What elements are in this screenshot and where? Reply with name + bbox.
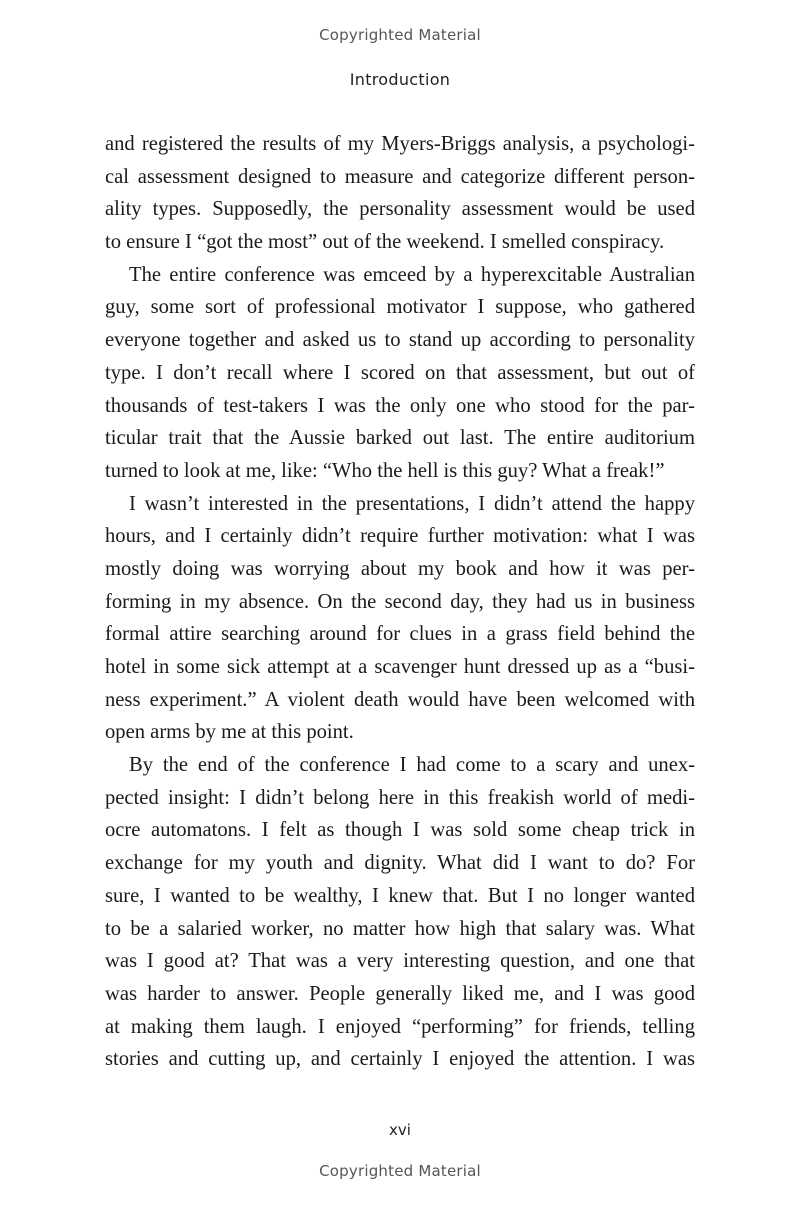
copyright-watermark-top: Copyrighted Material — [319, 26, 481, 44]
text-line: thousands of test-takers I was the only one who stood for the par- — [105, 394, 695, 417]
page-number: xvi — [389, 1121, 411, 1139]
text-line: to be a salaried worker, no matter how high that salary was. What — [105, 917, 695, 940]
text-line: ality types. Supposedly, the personality assessment would be used — [105, 198, 695, 221]
text-line: The entire conference was emceed by a hyperexcitable Australian — [129, 263, 695, 286]
text-line: hours, and I certainly didn’t require further motivation: what I was — [105, 525, 695, 548]
text-line: ocre automatons. I felt as though I was sold some cheap trick in — [105, 819, 695, 842]
running-head: Introduction — [349, 70, 451, 89]
text-line: was I good at? That was a very interesting question, and one that — [105, 950, 695, 973]
text-line: ticular trait that the Aussie barked out last. The entire auditorium — [105, 427, 695, 450]
text-line: guy, some sort of professional motivator I suppose, who gathered — [105, 296, 695, 319]
text-line: hotel in some sick attempt at a scavenger hunt dressed up as a “busi- — [105, 656, 695, 678]
text-line: pected insight: I didn’t belong here in this freakish world of medi- — [105, 786, 695, 809]
text-line: exchange for my youth and dignity. What did I want to do? For — [105, 852, 695, 875]
text-line: to ensure I “got the most” out of the weekend. I smelled conspiracy. — [105, 231, 665, 254]
copyright-watermark-bottom: Copyrighted Material — [319, 1162, 481, 1180]
text-line: ness experiment.” A violent death would have been welcomed with — [105, 688, 695, 711]
text-line: sure, I wanted to be wealthy, I knew that. But I no longer wanted — [105, 884, 695, 907]
text-line: stories and cutting up, and certainly I enjoyed the attention. I was — [105, 1048, 695, 1071]
text-line: By the end of the conference I had come to a scary and unex- — [129, 754, 695, 777]
text-line: everyone together and asked us to stand up according to personality — [105, 329, 695, 352]
text-line: formal attire searching around for clues in a grass field behind the — [105, 623, 695, 646]
text-line: forming in my absence. On the second day, they had us in business — [105, 590, 695, 613]
text-line: at making them laugh. I enjoyed “performing” for friends, telling — [105, 1015, 695, 1038]
text-line: I wasn’t interested in the presentations, I didn’t attend the happy — [129, 492, 695, 515]
text-line: and registered the results of my Myers-Briggs analysis, a psychologi- — [105, 133, 695, 155]
text-line: was harder to answer. People generally liked me, and I was good — [105, 982, 695, 1005]
text-line: open arms by me at this point. — [105, 721, 354, 744]
body-text — [105, 128, 695, 1076]
text-line: type. I don’t recall where I scored on that assessment, but out of — [105, 361, 695, 384]
text-line: cal assessment designed to measure and categorize different person- — [105, 165, 695, 188]
text-line: turned to look at me, like: “Who the hell is this guy? What a freak!” — [105, 459, 665, 482]
text-line: mostly doing was worrying about my book and how it was per- — [105, 557, 695, 580]
